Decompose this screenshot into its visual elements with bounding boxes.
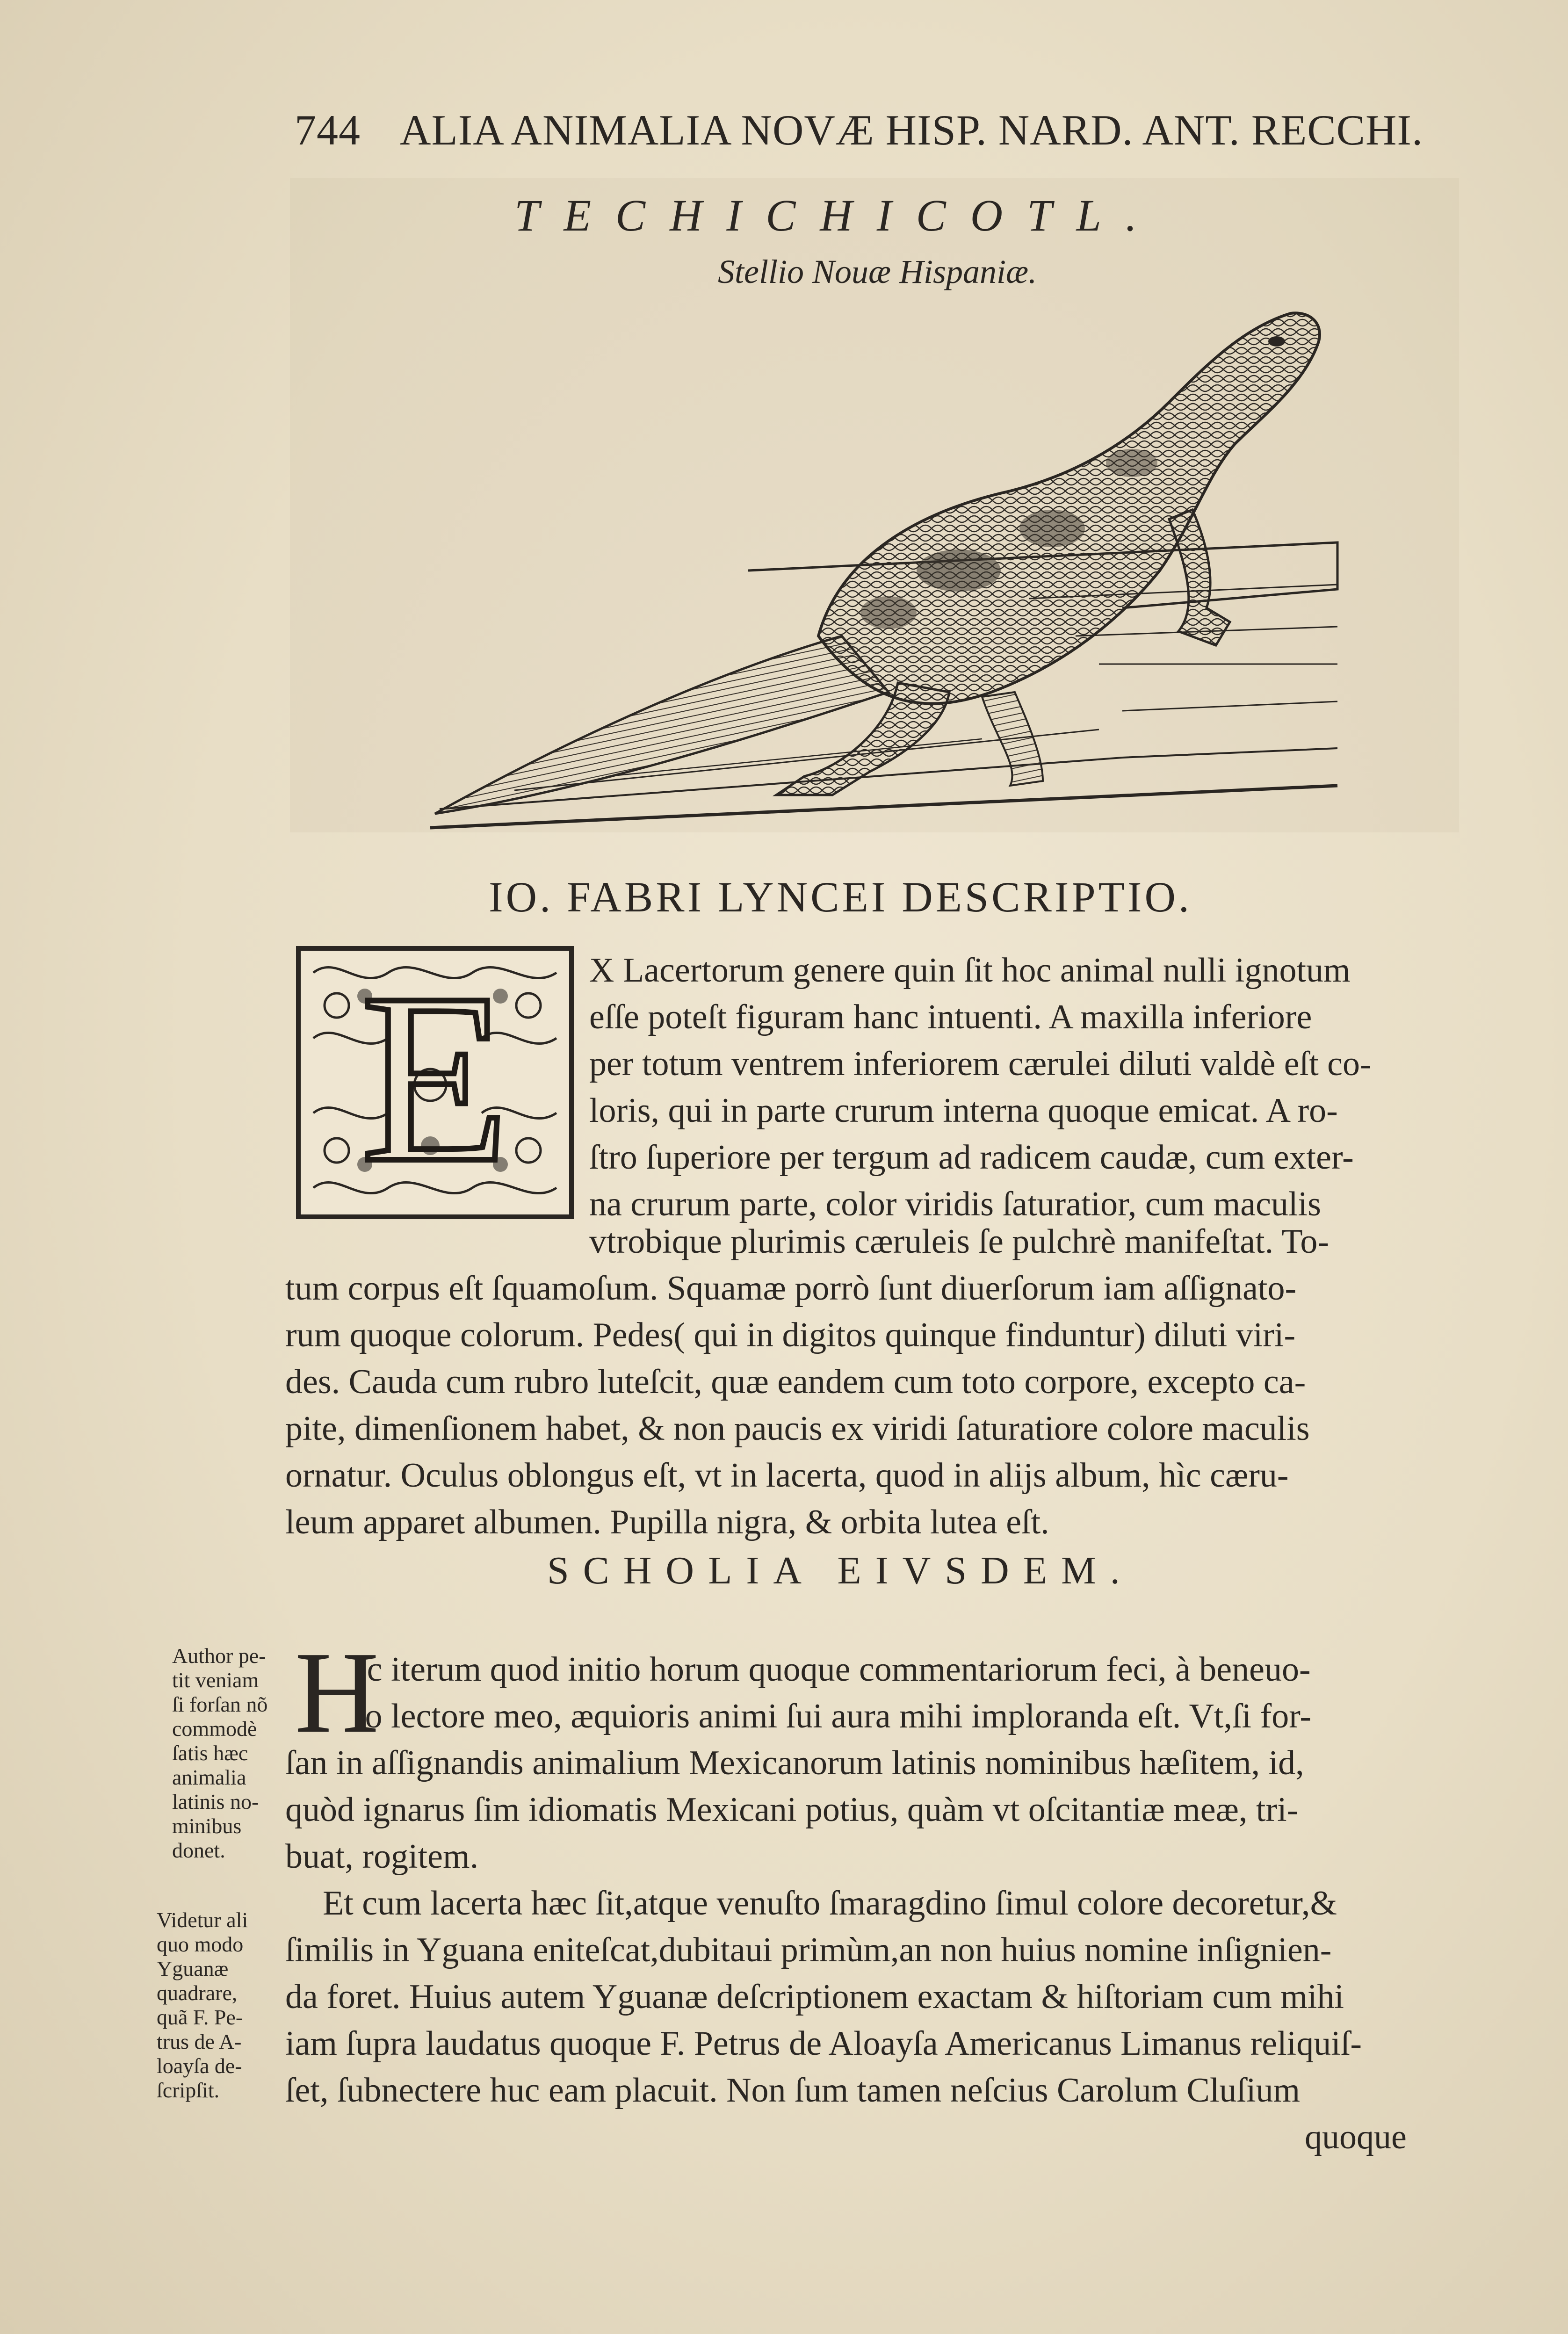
text-line: vtrobique plurimis cæruleis ſe pulchrè manifeſtat. To- <box>589 1222 1330 1261</box>
margin-note-line: trus de A- <box>157 2030 242 2053</box>
margin-note-2 <box>157 1908 283 2103</box>
text-line: lo lectore meo, æquioris animi ſui aura mihi imploranda eſt. Vt,ſi for- <box>355 1697 1312 1735</box>
margin-note-line: quadrare, <box>157 1981 238 2005</box>
text-line: buat, rogitem. <box>285 1837 479 1876</box>
margin-note-line: ſi forſan nõ <box>172 1692 268 1716</box>
margin-note-line: quo modo <box>157 1932 244 1956</box>
description-line-7 <box>589 1218 1468 1265</box>
running-title: ALIA ANIMALIA NOVÆ HISP. NARD. ANT. RECCHI. <box>400 106 1423 154</box>
lizard-woodcut-icon <box>421 309 1347 851</box>
margin-note-1 <box>172 1644 284 1863</box>
margin-note-line: Videtur ali <box>157 1908 248 1932</box>
margin-note-line: minibus <box>172 1814 242 1838</box>
margin-note-line: donet. <box>172 1838 225 1862</box>
text-line: leum apparet albumen. Pupilla nigra, & orbita lutea eſt. <box>285 1503 1049 1541</box>
floral-initial-icon <box>295 945 575 1221</box>
page-number: 744 <box>295 106 361 154</box>
animal-title: TECHICHICOTL. <box>514 190 1161 240</box>
text-line: ſan in aſſignandis animalium Mexicanorum latinis nominibus hæſitem, id, <box>285 1744 1304 1782</box>
text-line: quòd ignarus ſim idiomatis Mexicani potius, quàm vt oſcitantiæ meæ, tri- <box>285 1791 1299 1829</box>
margin-note-line: ſcripſit. <box>157 2078 220 2102</box>
text-line: ornatur. Oculus oblongus eſt, vt in lacerta, quod in alijs album, hìc cæru- <box>285 1456 1289 1495</box>
margin-note-line: Yguanæ <box>157 1957 229 1980</box>
text-line: eſſe poteſt figuram hanc intuenti. A maxilla inferiore <box>589 998 1312 1036</box>
text-line: des. Cauda cum rubro luteſcit, quæ eandem cum toto corpore, excepto ca- <box>285 1363 1306 1401</box>
scholia-lines <box>285 1740 1468 1880</box>
margin-note-line: loayſa de- <box>157 2054 242 2078</box>
text-line: tum corpus eſt ſquamoſum. Squamæ porrò ſunt diuerſorum iam aſſignato- <box>285 1269 1297 1308</box>
catchword: quoque <box>1305 2118 1407 2156</box>
description-lines-full <box>285 1265 1468 1546</box>
margin-note-line: Author pe- <box>172 1644 266 1668</box>
margin-note-line: ſatis hæc <box>172 1741 248 1765</box>
margin-note-line: tit veniam <box>172 1668 259 1692</box>
margin-note-line: animalia <box>172 1765 246 1789</box>
margin-note-line: latinis no- <box>172 1790 259 1814</box>
description-heading: IO. FABRI LYNCEI DESCRIPTIO. <box>489 873 1192 921</box>
text-line: per totum ventrem inferiorem cærulei diluti valdè eſt co- <box>589 1045 1372 1083</box>
text-line: ſimilis in Yguana eniteſcat,dubitaui primùm,an non huius nomine inſignien- <box>285 1931 1332 1969</box>
text-line: da foret. Huius autem Yguanæ deſcriptionem exactam & hiſtoriam cum mihi <box>285 1978 1344 2016</box>
svg-text:E: E <box>361 945 509 1213</box>
scholia-heading: SCHOLIA EIVSDEM. <box>547 1549 1134 1592</box>
scholia-paragraph-2 <box>285 1880 1468 2114</box>
text-line: rum quoque colorum. Pedes( qui in digitos quinque finduntur) diluti viri- <box>285 1316 1296 1354</box>
description-lines-narrow <box>589 947 1468 1228</box>
text-line: pite, dimenſionem habet, & non paucis ex viridi ſaturatiore colore maculis <box>285 1409 1310 1448</box>
initial-h: H <box>295 1628 379 1757</box>
text-line: ſet, ſubnectere huc eam placuit. Non ſum tamen neſcius Carolum Cluſium <box>285 2071 1301 2110</box>
margin-note-line: commodè <box>172 1717 257 1741</box>
text-line: X Lacertorum genere quin ſit hoc animal nulli ignotum <box>589 951 1351 990</box>
text-line: ſtro ſuperiore per tergum ad radicem caudæ, cum exter- <box>589 1138 1354 1177</box>
animal-subtitle: Stellio Nouæ Hispaniæ. <box>718 253 1037 290</box>
text-line: na crurum parte, color viridis ſaturatior, cum maculis <box>589 1185 1321 1223</box>
text-line: loris, qui in parte crurum interna quoque emicat. A ro- <box>589 1091 1338 1130</box>
text-line: iam ſupra laudatus quoque F. Petrus de Aloayſa Americanus Limanus reliquiſ- <box>285 2024 1362 2063</box>
margin-note-line: quã F. Pe- <box>157 2005 243 2029</box>
decorated-initial-e <box>295 945 575 1221</box>
text-line: Et cum lacerta hæc ſit,atque venuſto ſmaragdino ſimul colore decoretur,& <box>323 1884 1337 1922</box>
running-header <box>295 105 1423 161</box>
text-line: Ic iterum quod initio horum quoque commentariorum feci, à beneuo- <box>355 1650 1311 1689</box>
scholia-lines-beside-initial <box>355 1646 1468 1740</box>
